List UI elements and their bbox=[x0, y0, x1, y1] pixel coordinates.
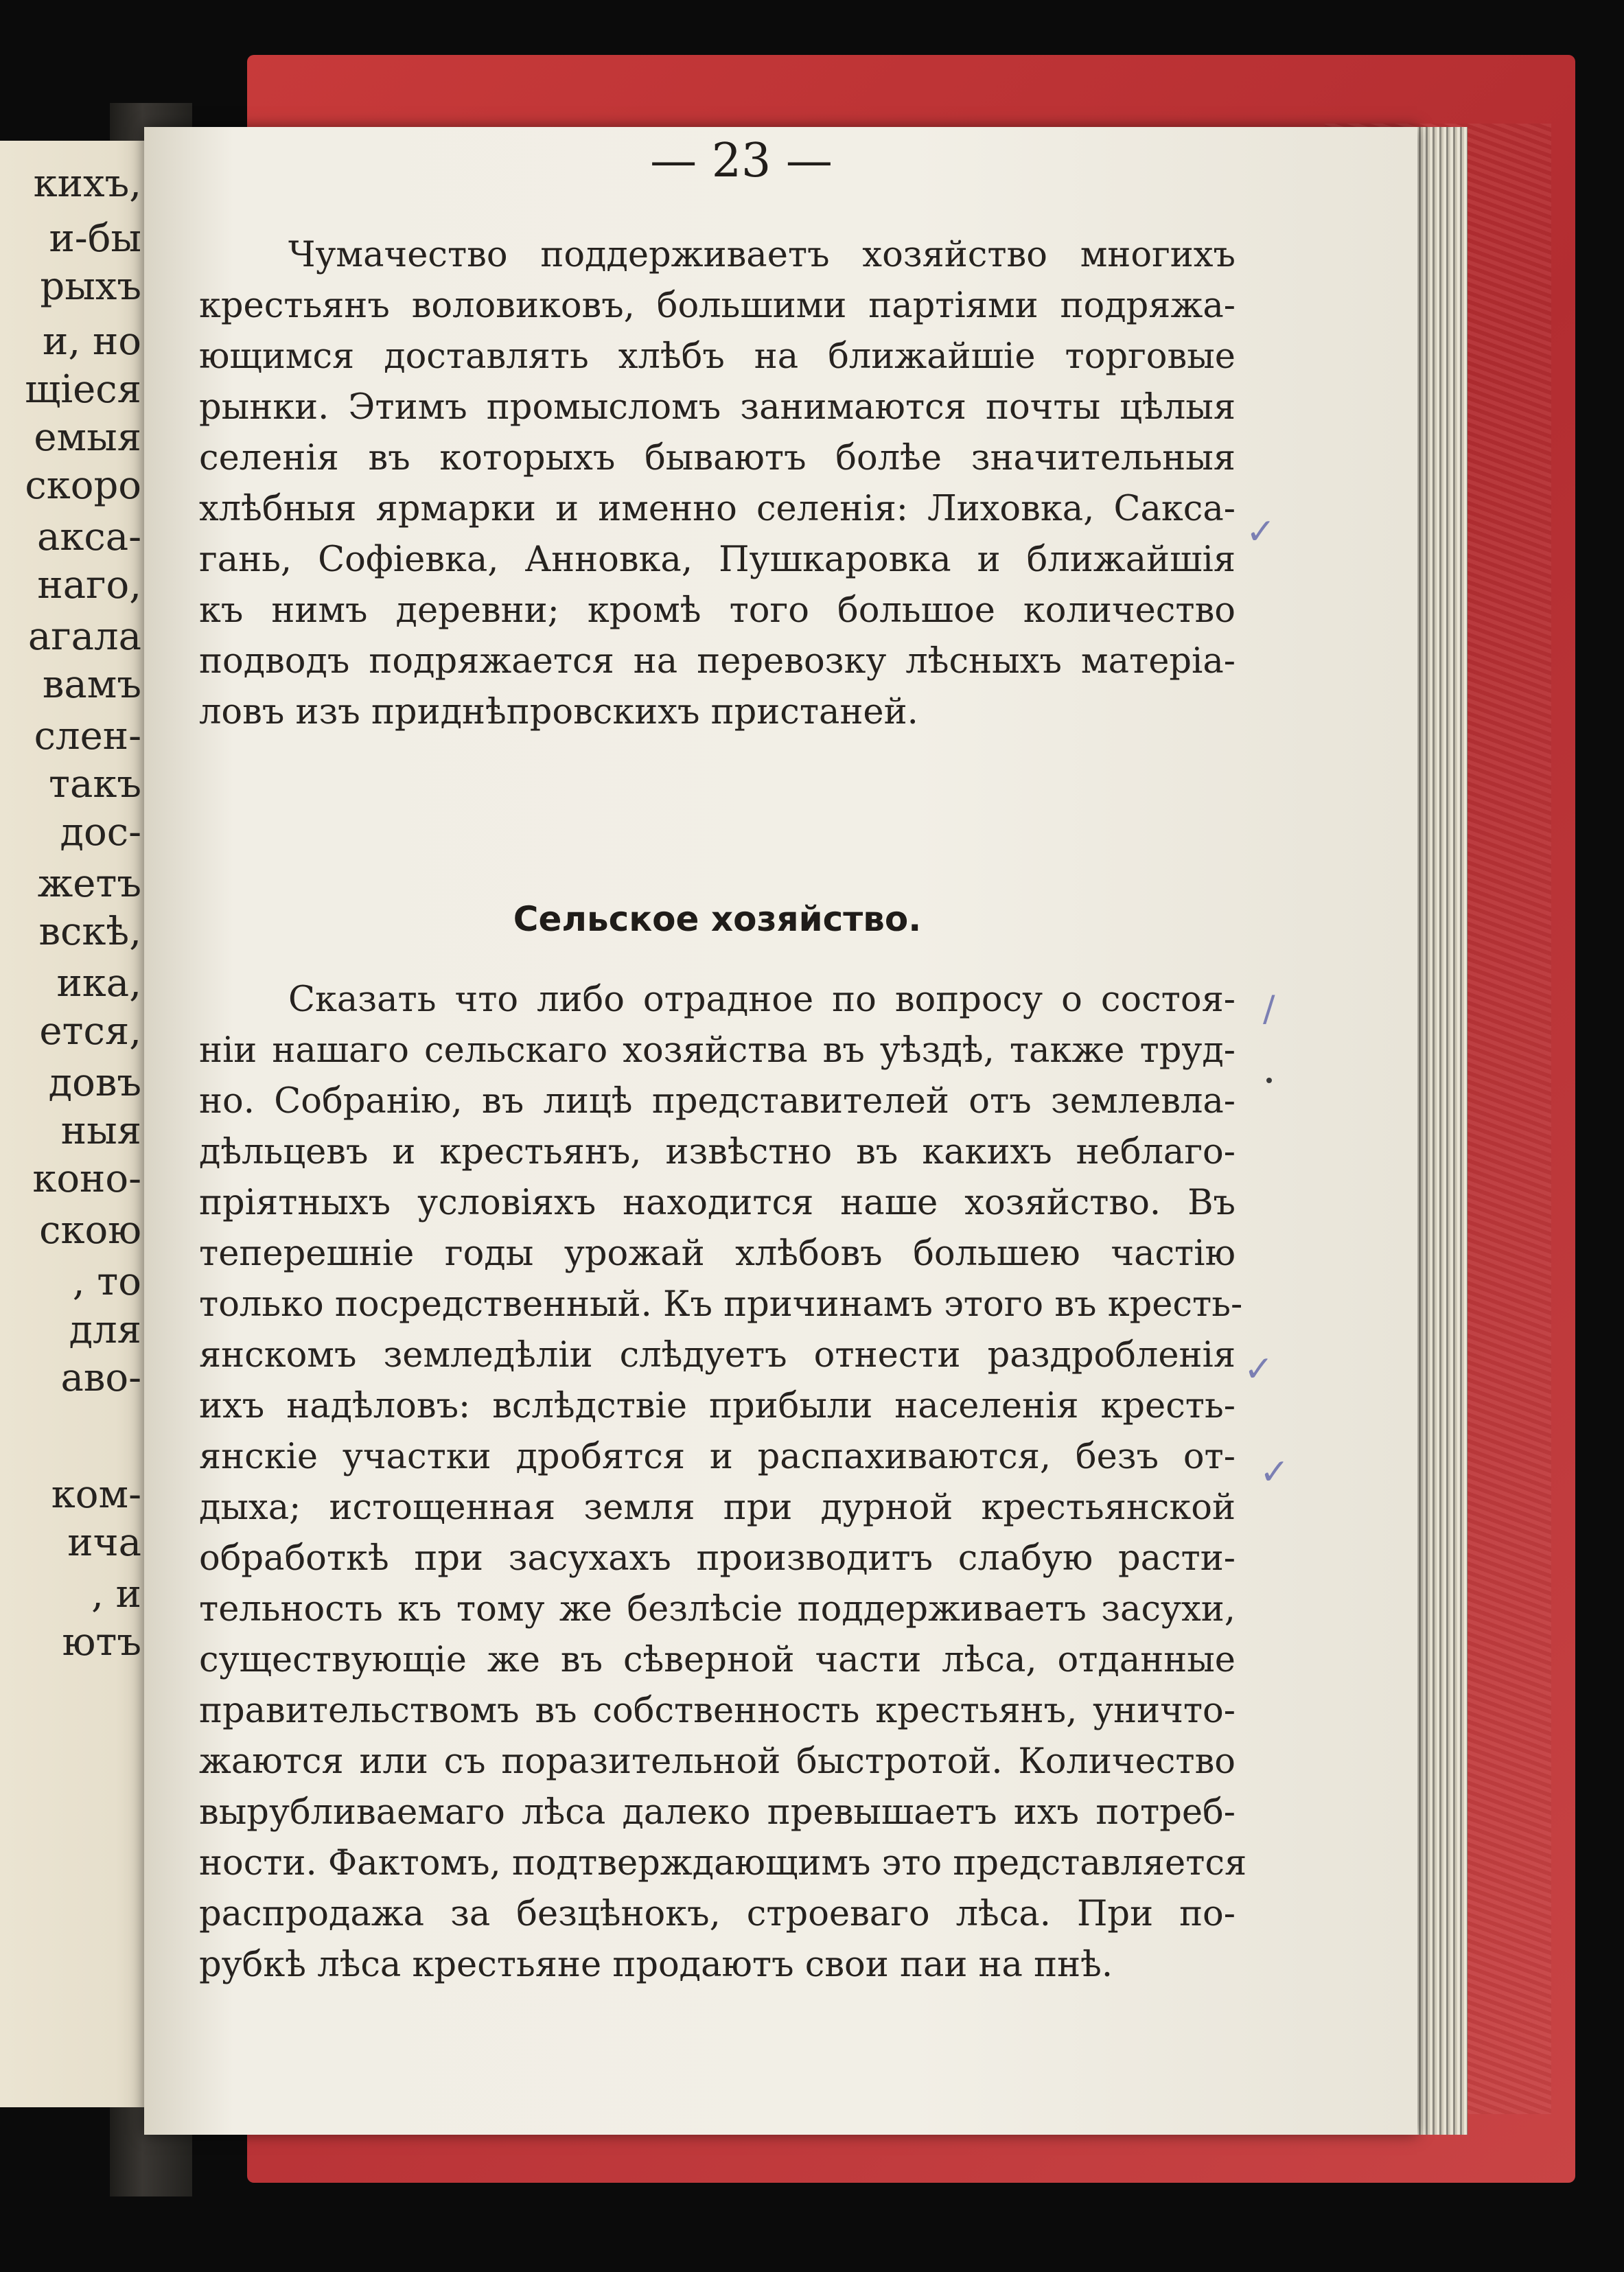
page-number: — 23 — bbox=[650, 134, 833, 188]
left-page-text-fragment: , то bbox=[72, 1260, 141, 1304]
left-page-text-fragment: дос- bbox=[60, 810, 141, 855]
text-line: янскіе участки дробятся и распахиваются, безъ от- bbox=[199, 1437, 1236, 1477]
left-page-text-fragment: и, но bbox=[43, 319, 141, 364]
text-line: правительствомъ въ собственность крестьянъ, уничто- bbox=[199, 1691, 1236, 1731]
left-page-text-fragment: , и bbox=[91, 1572, 141, 1616]
left-page-text-fragment: акса- bbox=[36, 515, 141, 559]
text-line: существующіе же въ сѣверной части лѣса, отданные bbox=[199, 1640, 1236, 1680]
left-page-text-fragment: рыхъ bbox=[40, 264, 141, 309]
text-line: ности. Фактомъ, подтверждающимъ это представляется bbox=[199, 1843, 1247, 1883]
left-page-text-fragment: вскѣ, bbox=[38, 909, 141, 954]
paragraph-chumak-trade bbox=[199, 230, 1236, 738]
text-line: ющимся доставлять хлѣбъ на ближайшіе торговые bbox=[199, 336, 1236, 377]
text-line: гань, Софіевка, Анновка, Пушкаровка и ближайшія bbox=[199, 540, 1236, 580]
text-line: селенія въ которыхъ бываютъ болѣе значительныя bbox=[199, 438, 1236, 478]
text-line: ніи нашаго сельскаго хозяйства въ уѣздѣ, также труд- bbox=[199, 1030, 1236, 1071]
left-page-text-fragment: слен- bbox=[34, 714, 141, 758]
text-line: ловъ изъ приднѣпровскихъ пристаней. bbox=[199, 692, 918, 732]
pencil-check-mark: ✓ bbox=[1260, 1452, 1290, 1493]
pencil-check-mark: ✓ bbox=[1246, 511, 1276, 553]
left-page-text-fragment: довъ bbox=[48, 1060, 141, 1105]
text-line: распродажа за безцѣнокъ, строеваго лѣса. При по- bbox=[199, 1894, 1236, 1934]
left-page-text-fragment: наго, bbox=[37, 563, 141, 607]
left-page-text-fragment: ютъ bbox=[62, 1620, 141, 1665]
left-page-text-fragment: и-бы bbox=[49, 216, 141, 261]
left-page-text-fragment: щіеся bbox=[25, 367, 141, 412]
pencil-check-mark: ✓ bbox=[1244, 1349, 1274, 1390]
left-page bbox=[0, 141, 165, 2107]
text-line: жаются или съ поразительной быстротой. Количество bbox=[199, 1741, 1236, 1782]
text-line: дыха; истощенная земля при дурной крестьянской bbox=[199, 1487, 1236, 1528]
left-page-text-fragment: такъ bbox=[49, 762, 141, 807]
text-line: пріятныхъ условіяхъ находится наше хозяйство. Въ bbox=[199, 1183, 1236, 1223]
text-line: дѣльцевъ и крестьянъ, извѣстно въ какихъ неблаго- bbox=[199, 1132, 1236, 1172]
text-line: рубкѣ лѣса крестьяне продаютъ свои паи на пнѣ. bbox=[199, 1945, 1113, 1985]
text-line: обработкѣ при засухахъ производитъ слабую расти- bbox=[199, 1538, 1236, 1579]
text-line: хлѣбныя ярмарки и именно селенія: Лиховка, Сакса- bbox=[199, 489, 1236, 529]
text-line: только посредственный. Къ причинамъ этого въ кресть- bbox=[199, 1284, 1243, 1325]
left-page-text-fragment: емыя bbox=[34, 415, 141, 460]
left-page-text-fragment: ком- bbox=[51, 1472, 141, 1517]
text-line: рынки. Этимъ промысломъ занимаются почты цѣлыя bbox=[199, 387, 1236, 428]
text-line: Сказать что либо отрадное по вопросу о состоя- bbox=[288, 979, 1236, 1020]
left-page-text-fragment: коно- bbox=[32, 1157, 141, 1201]
left-page-text-fragment: ика, bbox=[56, 961, 141, 1006]
pencil-slash-mark: / bbox=[1263, 988, 1275, 1030]
left-page-text-fragment: аво- bbox=[60, 1356, 141, 1400]
text-line: ихъ надѣловъ: вслѣдствіе прибыли населенія кресть- bbox=[199, 1386, 1236, 1426]
ink-speck bbox=[1266, 1078, 1272, 1083]
left-page-text-fragment: жетъ bbox=[37, 861, 141, 906]
text-line: тельность къ тому же безлѣсіе поддерживаетъ засухи, bbox=[199, 1589, 1236, 1630]
text-line: къ нимъ деревни; кромѣ того большое количество bbox=[199, 590, 1236, 631]
text-line: янскомъ земледѣліи слѣдуетъ отнести раздробленія bbox=[199, 1335, 1236, 1376]
left-page-text-fragment: скою bbox=[39, 1208, 141, 1253]
text-line: вырубливаемаго лѣса далеко превышаетъ ихъ потреб- bbox=[199, 1792, 1236, 1833]
left-page-text-fragment: для bbox=[69, 1308, 141, 1352]
left-page-text-fragment: вамъ bbox=[42, 662, 141, 707]
left-page-text-fragment: агала bbox=[27, 614, 141, 659]
left-page-text-fragment: скоро bbox=[25, 463, 141, 508]
left-page-text-fragment: ется, bbox=[39, 1009, 141, 1054]
text-line: подводъ подряжается на перевозку лѣсныхъ матеріа- bbox=[199, 641, 1236, 682]
section-heading: Сельское хозяйство. bbox=[513, 899, 922, 939]
text-line: но. Собранію, въ лицѣ представителей отъ землевла- bbox=[199, 1081, 1236, 1122]
text-line: Чумачество поддерживаетъ хозяйство многихъ bbox=[288, 235, 1236, 275]
left-page-text-fragment: ныя bbox=[60, 1109, 141, 1153]
left-page-text-fragment: кихъ, bbox=[33, 161, 141, 206]
left-page-text-fragment: ича bbox=[67, 1520, 141, 1565]
text-line: крестьянъ воловиковъ, большими партіями подряжа- bbox=[199, 286, 1236, 326]
paragraph-agriculture bbox=[199, 975, 1247, 1991]
text-line: теперешніе годы урожай хлѣбовъ большею частію bbox=[199, 1233, 1236, 1274]
